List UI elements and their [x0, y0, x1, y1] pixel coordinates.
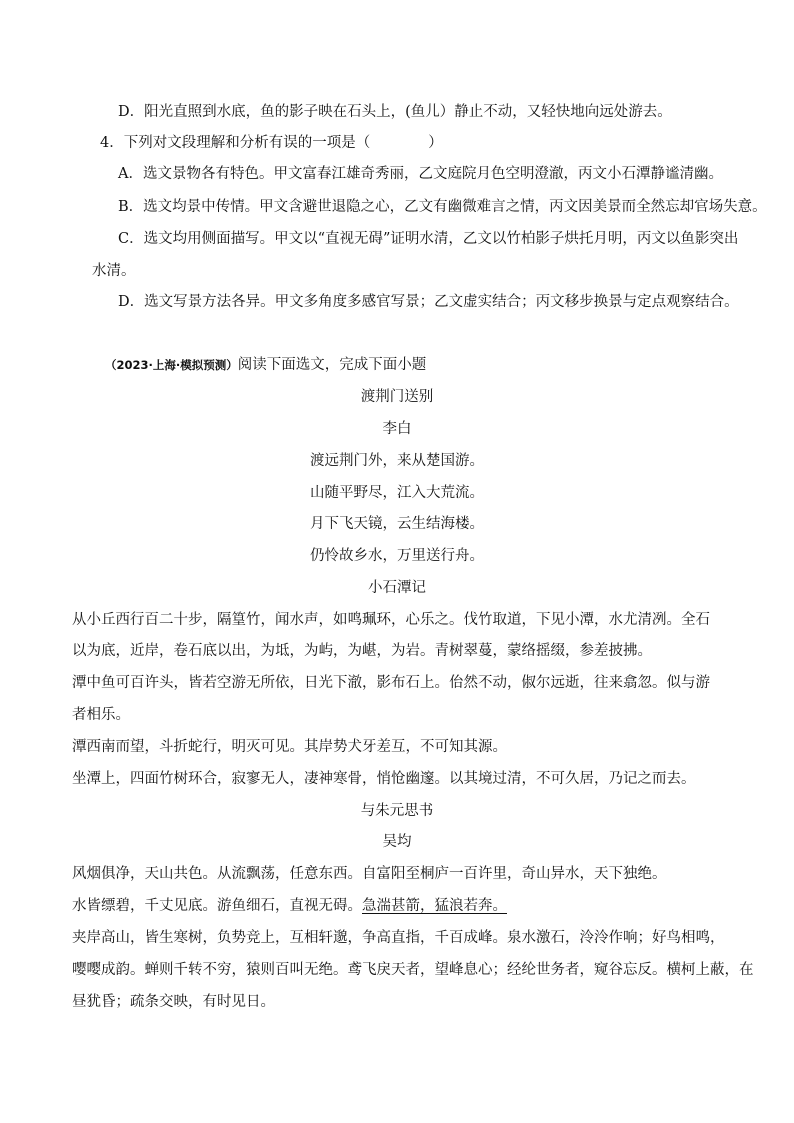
q4-option-c: C．选文均用侧面描写。甲文以“直视无碍”证明水清，乙文以竹柏影子烘托月明，丙文以鱼影突出	[118, 231, 739, 247]
xiaoshitan-title: 小石潭记	[368, 580, 426, 596]
xiaoshitan-line: 坐潭上，四面竹树环合，寂寥无人，凄神寒骨，悄怆幽邃。以其境过清，不可久居，乃记之而去。	[72, 771, 696, 787]
q4-option-b: B．选文均景中传情。甲文含避世退隐之心，乙文有幽微难言之情，丙文因美景而全然忘却官场失意。	[118, 199, 767, 215]
zhuyuansi-paragraph: 夹岸高山，皆生寒树，负势竞上，互相轩邈，争高直指，千百成峰。泉水激石，泠泠作响；好鸟相鸣，	[72, 930, 725, 946]
zhuyuansi-paragraph: 嘤嘤成韵。蝉则千转不穷，猿则百叫无绝。鸢飞戾天者，望峰息心；经纶世务者，窥谷忘反。横柯上蔽，在	[72, 962, 754, 978]
xiaoshitan-line: 者相乐。	[72, 707, 130, 723]
q4-option-d: D．选文写景方法各异。甲文多角度多感官写景；乙文虚实结合；丙文移步换景与定点观察结合。	[118, 294, 739, 310]
zhuyuansi-text: 水皆缥碧，千丈见底。游鱼细石，直视无碍。	[72, 898, 362, 914]
poem-line: 月下飞天镜，云生结海楼。	[310, 516, 484, 532]
q4-stem-close: ）	[428, 135, 443, 151]
q3-option-d: D．阳光直照到水底，鱼的影子映在石头上，(鱼儿）静止不动，又轻快地向远处游去。	[118, 104, 672, 120]
xiaoshitan-line: 潭中鱼可百许头，皆若空游无所依，日光下澈，影布石上。佁然不动，俶尔远逝，往来翕忽。似与游	[72, 675, 710, 691]
xiaoshitan-line: 潭西南而望，斗折蛇行，明灭可见。其岸势犬牙差互，不可知其源。	[72, 739, 507, 755]
zhuyuansi-paragraph: 昼犹昏；疏条交映，有时见日。	[72, 994, 275, 1010]
source-tag: （2023·上海·模拟预测）	[105, 358, 238, 372]
section-header	[105, 355, 426, 375]
zhuyuansi-author: 吴均	[382, 834, 412, 850]
poem-author: 李白	[382, 421, 412, 437]
zhuyuansi-paragraph: 风烟俱净，天山共色。从流飘荡，任意东西。自富阳至桐庐一百许里，奇山异水，天下独绝。	[72, 866, 667, 882]
underlined-sentence: 急湍甚箭，猛浪若奔。	[362, 898, 507, 914]
xiaoshitan-line: 以为底，近岸，卷石底以出，为坻，为屿，为嵁，为岩。青树翠蔓，蒙络摇缀，参差披拂。	[72, 643, 652, 659]
poem-line: 渡远荆门外，来从楚国游。	[310, 453, 484, 469]
q4-option-a: A．选文景物各有特色。甲文富春江雄奇秀丽，乙文庭院月色空明澄澈，丙文小石潭静谧清幽。	[118, 166, 723, 182]
instruction-text: 阅读下面选文，完成下面小题	[237, 357, 427, 373]
zhuyuansi-paragraph	[72, 896, 507, 916]
zhuyuansi-title: 与朱元思书	[360, 803, 434, 819]
q4-stem	[100, 133, 443, 153]
xiaoshitan-line: 从小丘西行百二十步，隔篁竹，闻水声，如鸣珮环，心乐之。伐竹取道，下见小潭，水尤清冽。全石	[72, 612, 710, 628]
q4-stem-text: 4．下列对文段理解和分析有误的一项是（	[100, 135, 371, 151]
poem-line: 山随平野尽，江入大荒流。	[310, 485, 484, 501]
poem-line: 仍怜故乡水，万里送行舟。	[310, 548, 484, 564]
q4-option-c-continued: 水清。	[92, 263, 136, 279]
poem-title: 渡荆门送别	[360, 389, 434, 405]
